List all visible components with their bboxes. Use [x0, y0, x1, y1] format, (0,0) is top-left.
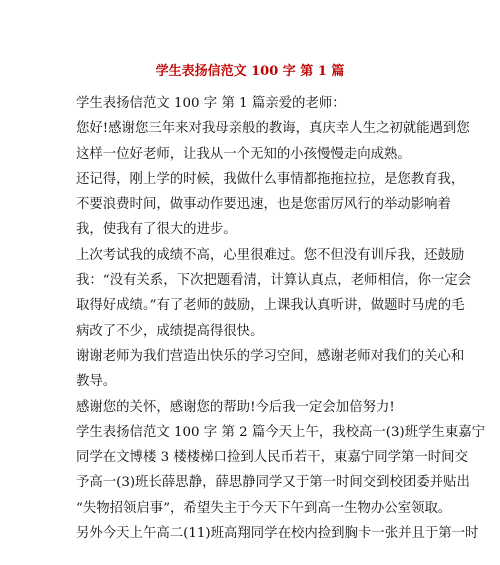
body-line: 我，使我有了很大的进步。 — [76, 222, 237, 238]
body-line: “失物招领启事”，希望失主于今天下午到高一生物办公室领取。 — [76, 500, 452, 516]
body-line: 予高一(3)班长薛思静，薛思静同学又于第一时间交到校团委并贴出 — [76, 475, 470, 491]
body-line: 教导。 — [76, 374, 117, 390]
body-line: 还记得，刚上学的时候，我做什么事情都拖拖拉拉，是您教育我， — [76, 171, 465, 187]
body-line: 取得好成绩。”有了老师的鼓励，上课我认真听讲，做题时马虎的毛 — [76, 298, 465, 314]
document-title: 学生表扬信范文 100 字 第 1 篇 — [155, 64, 345, 79]
body-line: 学生表扬信范文 100 字 第 1 篇亲爱的老师： — [76, 96, 346, 111]
body-line: 学生表扬信范文 100 字 第 2 篇今天上午，我校高一(3)班学生東嘉宁 — [76, 424, 486, 440]
body-line: 感谢您的关怀，感谢您的帮助!今后我一定会加倍努力! — [76, 399, 395, 415]
body-line: 上次考试我的成绩不高，心里很难过。您不但没有训斥我，还鼓励 — [76, 247, 465, 263]
document-body — [76, 91, 486, 546]
body-line: 您好!感谢您三年来对我母亲般的教诲，真庆幸人生之初就能遇到您 — [76, 121, 470, 137]
body-line: 另外今天上午高二(11)班高翔同学在校内捡到胸卡一张并且于第一时 — [76, 526, 479, 542]
body-line: 我：“没有关系，下次把题看清，计算认真点，老师相信，你一定会 — [76, 273, 472, 289]
body-line: 不要浪费时间，做事动作要迅速，也是您雷厉风行的举动影响着 — [76, 197, 451, 213]
body-line: 谢谢老师为我们营造出快乐的学习空间，感谢老师对我们的关心和 — [76, 348, 465, 364]
body-line: 这样一位好老师，让我从一个无知的小孩慢慢走向成熟。 — [76, 146, 411, 162]
body-line: 同学在文博楼 3 楼楼梯口捡到人民币若干，東嘉宁同学第一时间交 — [76, 450, 468, 466]
body-line: 病改了不少，成绩提高得很快。 — [76, 323, 264, 339]
